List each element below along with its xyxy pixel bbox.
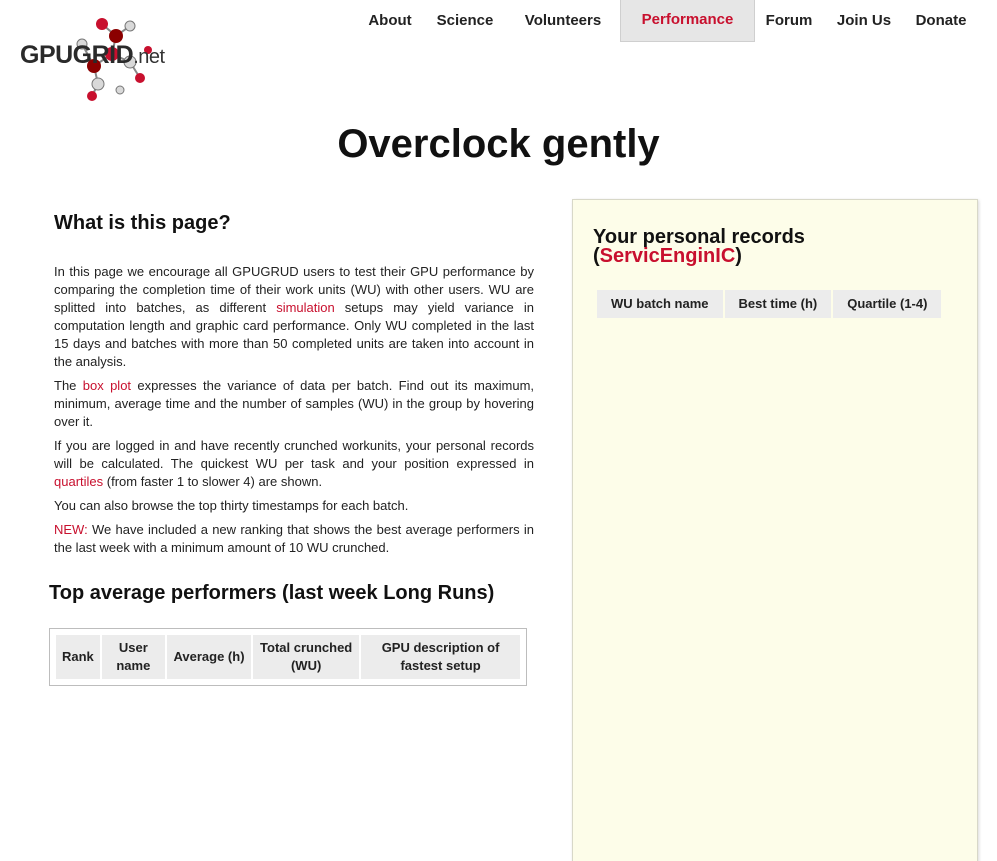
table-header-row (597, 290, 941, 318)
personal-title-prefix: Your personal records ( (593, 226, 805, 267)
records-paragraph (54, 437, 534, 491)
intro-text-a: In this page we encourage all GPUGRUD users to test their GPU performance by comparing the completion time of their work units (WU) with other users. WU are splitted into batches, as different (54, 264, 534, 315)
col-rank[interactable]: Rank (56, 635, 100, 679)
new-ranking-paragraph (54, 521, 534, 557)
boxplot-text-b: expresses the variance of data per batch. Find out its maximum, minimum, average time and the number of samples (WU) in the group by hovering over it. (54, 378, 535, 429)
records-text-a: If you are logged in and have recently crunched workunits, your personal records will be calculated. The quickest WU per task and your position expressed in (54, 438, 534, 471)
nav-volunteers[interactable]: Volunteers (524, 12, 602, 29)
records-text-b: (from faster 1 to slower 4) are shown. (103, 474, 323, 489)
info-section (54, 212, 534, 563)
new-ranking-text: We have included a new ranking that shows the best average performers in the last week with a minimum amount of 10 WU crunched. (54, 522, 534, 555)
browse-paragraph: You can also browse the top thirty timestamps for each batch. (54, 498, 409, 513)
logo-text (20, 41, 165, 70)
col-quartile[interactable]: Quartile (1-4) (833, 290, 941, 318)
boxplot-paragraph (54, 377, 534, 431)
personal-records-table (595, 288, 943, 320)
nav-donate[interactable]: Donate (915, 12, 967, 29)
col-user-name[interactable]: User name (102, 635, 165, 679)
username-link[interactable]: ServicEnginIC (599, 245, 736, 267)
boxplot-text-a: The (54, 378, 83, 393)
intro-text-b: setups may yield variance in computation length and graphic card performance. Only WU completed in the last 15 days and batches with more than 50 completed units are taken into account in the analysis. (54, 300, 534, 369)
gpugrid-logo[interactable] (20, 14, 170, 102)
quartiles-link[interactable]: quartiles (54, 474, 104, 489)
box-plot-link[interactable]: box plot (82, 378, 132, 393)
personal-title-suffix: ) (735, 245, 742, 267)
top-average-table-container (49, 628, 527, 686)
simulation-link[interactable]: simulation (276, 300, 335, 315)
nav-about[interactable]: About (368, 12, 412, 29)
table-header-row (56, 635, 520, 679)
top-average-table (54, 633, 522, 681)
nav-join-us[interactable]: Join Us (836, 12, 892, 29)
col-average[interactable]: Average (h) (167, 635, 251, 679)
col-wu-batch-name[interactable]: WU batch name (597, 290, 723, 318)
logo-suffix-text: .net (133, 46, 165, 68)
intro-paragraph (54, 263, 534, 371)
what-heading: What is this page? (54, 212, 231, 234)
col-gpu-description[interactable]: GPU description of fastest setup (361, 635, 520, 679)
logo-main-text: GPUGRID (20, 41, 134, 69)
nav-forum[interactable]: Forum (765, 12, 813, 29)
new-label: NEW: (54, 522, 88, 537)
col-total-crunched[interactable]: Total crunched (WU) (253, 635, 359, 679)
personal-records-panel (572, 199, 978, 861)
nav-performance[interactable]: Performance (620, 0, 755, 42)
page-title: Overclock gently (337, 122, 660, 166)
personal-records-title (593, 228, 953, 266)
top-average-heading: Top average performers (last week Long Runs) (49, 582, 495, 604)
col-best-time[interactable]: Best time (h) (725, 290, 832, 318)
nav-science[interactable]: Science (436, 12, 494, 29)
